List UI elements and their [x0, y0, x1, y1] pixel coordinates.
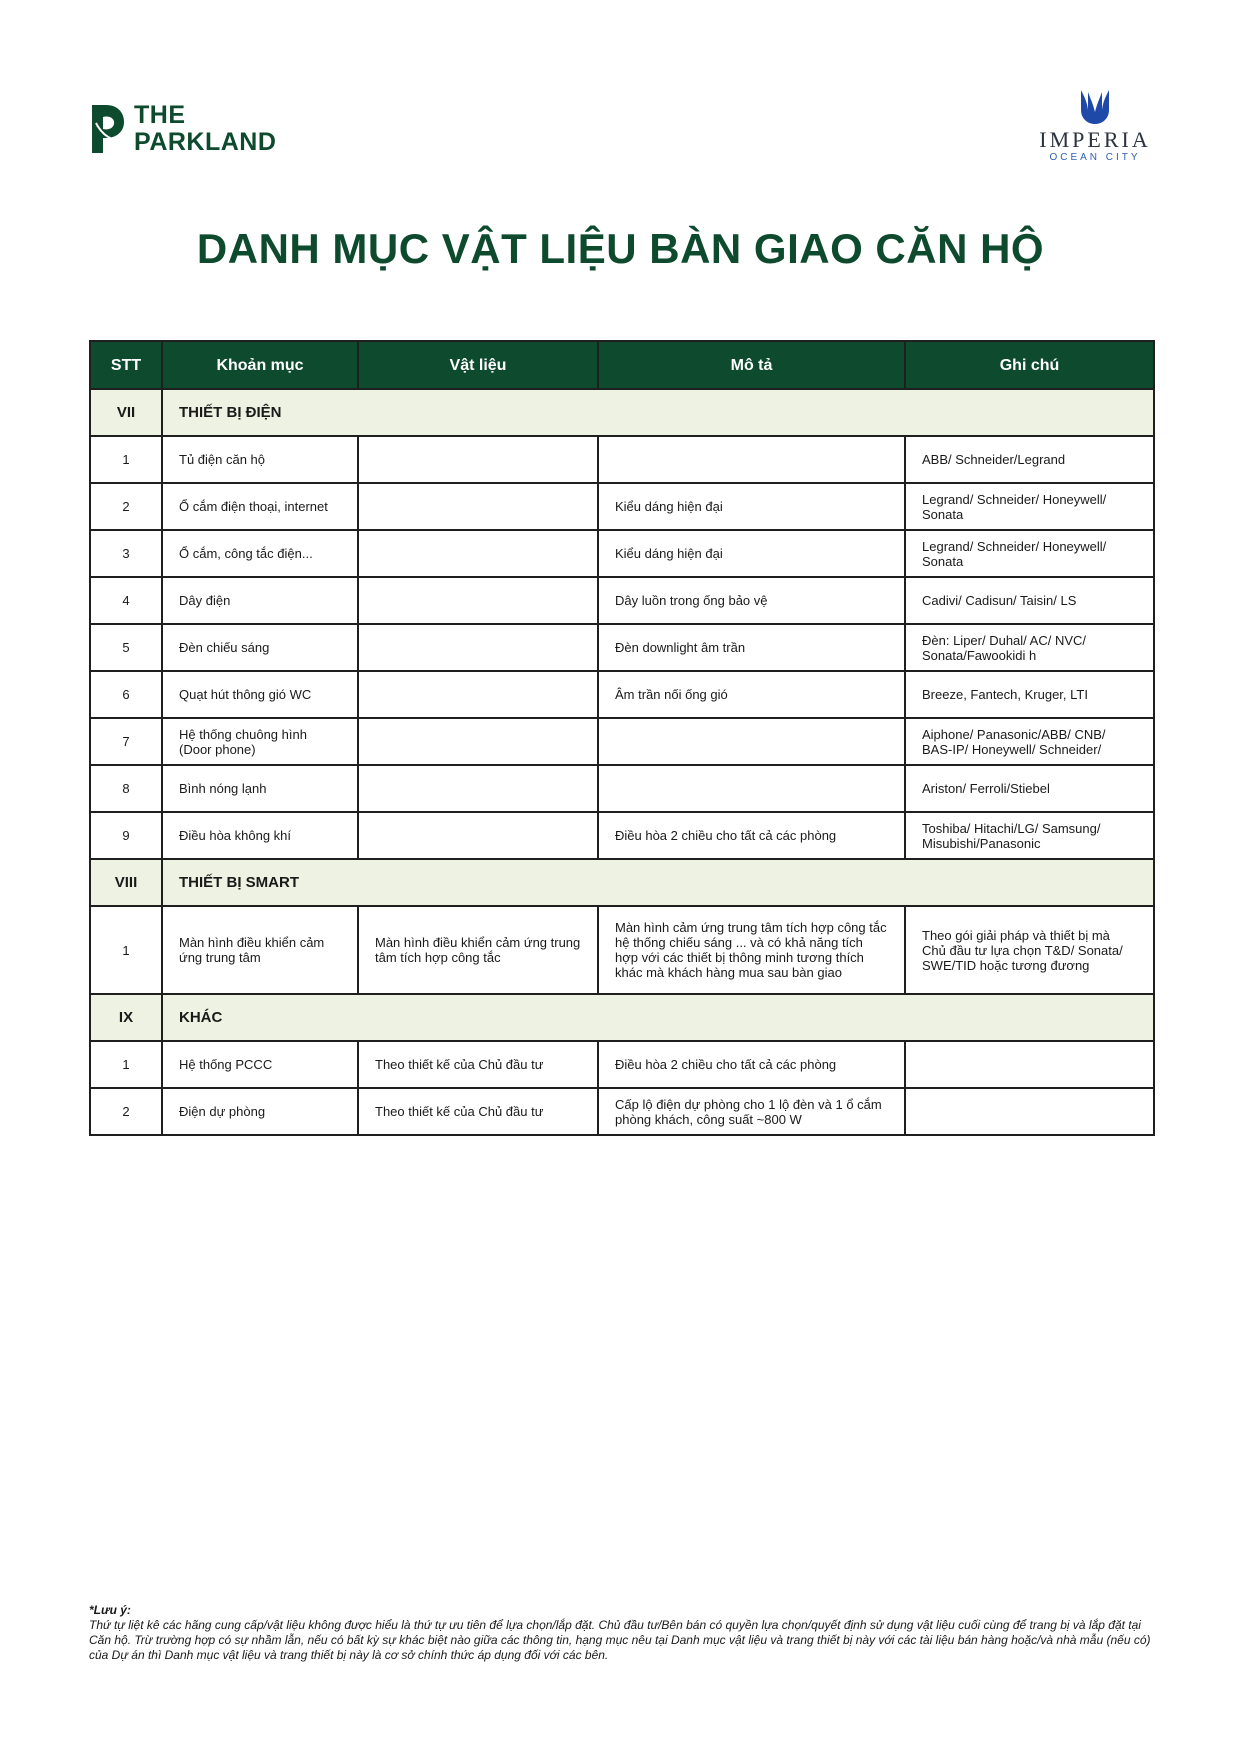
table-row: [90, 624, 1154, 671]
imperia-brand: IMPERIA: [1039, 127, 1151, 152]
row-note: [905, 1088, 1154, 1135]
header-description: Mô tả: [598, 341, 905, 389]
row-note: Legrand/ Schneider/ Honeywell/ Sonata: [905, 483, 1154, 530]
row-stt: 1: [90, 1041, 162, 1088]
section-name: KHÁC: [162, 994, 1154, 1041]
row-note: Cadivi/ Cadisun/ Taisin/ LS: [905, 577, 1154, 624]
row-stt: 2: [90, 483, 162, 530]
materials-table: [89, 340, 1155, 1136]
row-description: Đèn downlight âm trần: [598, 624, 905, 671]
row-stt: 1: [90, 436, 162, 483]
table-header-row: [90, 341, 1154, 389]
parkland-leaf-icon: [88, 103, 126, 155]
row-stt: 7: [90, 718, 162, 765]
row-description: Kiểu dáng hiện đại: [598, 530, 905, 577]
header-note: Ghi chú: [905, 341, 1154, 389]
row-item: Tủ điện căn hộ: [162, 436, 358, 483]
parkland-logo-line2: PARKLAND: [134, 128, 277, 156]
row-material: [358, 812, 598, 859]
imperia-sub: OCEAN CITY: [1049, 152, 1141, 163]
row-material: [358, 436, 598, 483]
footnote-text: Thứ tự liệt kê các hãng cung cấp/vật liệu không được hiểu là thứ tự ưu tiên để lựa chọn/lắp đặt. Chủ đầu tư/Bên bán có quyền lựa chọn/quyết định sử dụng vật liệu cuối cùng để trang bị và lắp đặt tại Căn hộ. Trừ trường hợp có sự nhầm lẫn, nếu có bất kỳ sự khác biệt nào giữa các thông tin, hạng mục nêu tại Danh mục vật liệu và trang thiết bị này với các tài liệu bán hàng hoặc/và nhà mẫu (nếu có) của Dự án thì Danh mục vật liệu và trang thiết bị này là cơ sở chính thức áp dụng đối với các bên.: [89, 1618, 1151, 1662]
row-note: Toshiba/ Hitachi/LG/ Samsung/ Misubishi/Panasonic: [905, 812, 1154, 859]
row-description: Màn hình cảm ứng trung tâm tích hợp công tắc hệ thống chiếu sáng ... và có khả năng tích hợp với các thiết bị thông minh tương thích khác mà khách hàng mua sau bàn giao: [598, 906, 905, 994]
row-description: [598, 718, 905, 765]
row-description: Âm trần nối ống gió: [598, 671, 905, 718]
table-row: [90, 812, 1154, 859]
row-material: [358, 483, 598, 530]
row-description: Kiểu dáng hiện đại: [598, 483, 905, 530]
row-description: Dây luồn trong ống bảo vệ: [598, 577, 905, 624]
section-name: THIẾT BỊ ĐIỆN: [162, 389, 1154, 436]
row-item: Bình nóng lạnh: [162, 765, 358, 812]
section-code: VIII: [90, 859, 162, 906]
table-row: [90, 906, 1154, 994]
row-material: Màn hình điều khiển cảm ứng trung tâm tích hợp công tắc: [358, 906, 598, 994]
row-note: Đèn: Liper/ Duhal/ AC/ NVC/ Sonata/Fawookidi h: [905, 624, 1154, 671]
row-stt: 9: [90, 812, 162, 859]
row-stt: 4: [90, 577, 162, 624]
row-note: Breeze, Fantech, Kruger, LTI: [905, 671, 1154, 718]
row-item: Điều hòa không khí: [162, 812, 358, 859]
parkland-logo: [88, 102, 276, 156]
table-row: [90, 530, 1154, 577]
footnote-heading: *Lưu ý:: [89, 1603, 131, 1617]
row-material: [358, 530, 598, 577]
row-item: Ổ cắm điện thoại, internet: [162, 483, 358, 530]
tulip-icon: [1078, 86, 1112, 126]
section-row: [90, 994, 1154, 1041]
footnote: [89, 1603, 1153, 1663]
row-material: [358, 577, 598, 624]
table-row: [90, 436, 1154, 483]
section-code: IX: [90, 994, 162, 1041]
row-material: [358, 718, 598, 765]
table-row: [90, 671, 1154, 718]
header-stt: STT: [90, 341, 162, 389]
row-item: Màn hình điều khiển cảm ứng trung tâm: [162, 906, 358, 994]
row-item: Đèn chiếu sáng: [162, 624, 358, 671]
row-item: Quạt hút thông gió WC: [162, 671, 358, 718]
row-stt: 6: [90, 671, 162, 718]
row-note: Aiphone/ Panasonic/ABB/ CNB/ BAS-IP/ Honeywell/ Schneider/: [905, 718, 1154, 765]
section-name: THIẾT BỊ SMART: [162, 859, 1154, 906]
row-description: [598, 436, 905, 483]
section-row: [90, 389, 1154, 436]
row-description: Điều hòa 2 chiều cho tất cả các phòng: [598, 812, 905, 859]
row-item: Dây điện: [162, 577, 358, 624]
row-description: Điều hòa 2 chiều cho tất cả các phòng: [598, 1041, 905, 1088]
table-row: [90, 765, 1154, 812]
row-material: Theo thiết kế của Chủ đầu tư: [358, 1041, 598, 1088]
row-stt: 5: [90, 624, 162, 671]
table-row: [90, 718, 1154, 765]
row-stt: 1: [90, 906, 162, 994]
section-code: VII: [90, 389, 162, 436]
imperia-logo: [1030, 86, 1160, 164]
row-material: [358, 765, 598, 812]
row-note: [905, 1041, 1154, 1088]
row-material: Theo thiết kế của Chủ đầu tư: [358, 1088, 598, 1135]
row-note: Legrand/ Schneider/ Honeywell/ Sonata: [905, 530, 1154, 577]
page-title: DANH MỤC VẬT LIỆU BÀN GIAO CĂN HỘ: [196, 225, 1045, 272]
row-item: Hệ thống PCCC: [162, 1041, 358, 1088]
row-item: Điện dự phòng: [162, 1088, 358, 1135]
row-material: [358, 671, 598, 718]
row-description: Cấp lộ điện dự phòng cho 1 lộ đèn và 1 ổ cắm phòng khách, công suất ~800 W: [598, 1088, 905, 1135]
section-row: [90, 859, 1154, 906]
header-material: Vật liệu: [358, 341, 598, 389]
row-stt: 8: [90, 765, 162, 812]
row-stt: 2: [90, 1088, 162, 1135]
row-note: ABB/ Schneider/Legrand: [905, 436, 1154, 483]
table-row: [90, 577, 1154, 624]
row-material: [358, 624, 598, 671]
parkland-logo-line1: THE: [134, 101, 186, 129]
table-row: [90, 1041, 1154, 1088]
row-note: Theo gói giải pháp và thiết bị mà Chủ đầu tư lựa chọn T&D/ Sonata/ SWE/TID hoặc tương đương: [905, 906, 1154, 994]
row-item: Ổ cắm, công tắc điện...: [162, 530, 358, 577]
table-row: [90, 483, 1154, 530]
row-description: [598, 765, 905, 812]
row-stt: 3: [90, 530, 162, 577]
row-item: Hệ thống chuông hình (Door phone): [162, 718, 358, 765]
header-item: Khoản mục: [162, 341, 358, 389]
table-row: [90, 1088, 1154, 1135]
row-note: Ariston/ Ferroli/Stiebel: [905, 765, 1154, 812]
